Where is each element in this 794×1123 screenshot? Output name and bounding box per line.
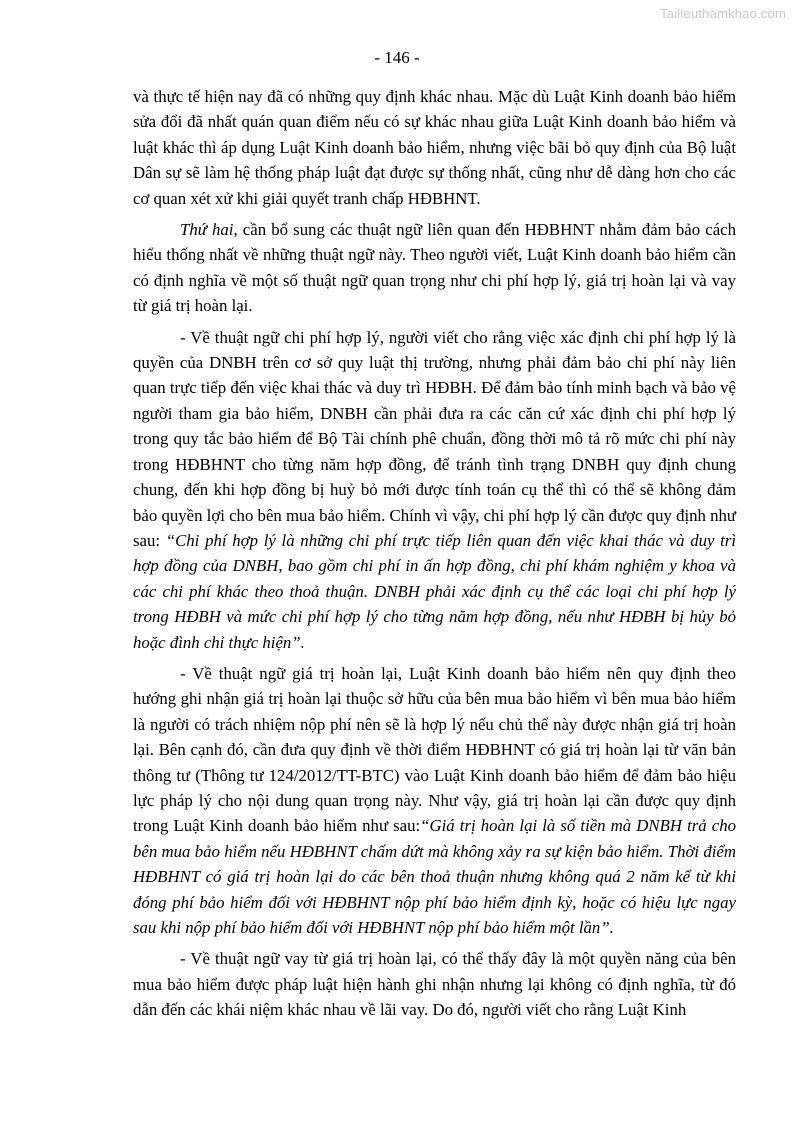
paragraph-gia-tri-hoan-lai <box>133 661 736 940</box>
paragraph-text: và thực tế hiện nay đã có những quy định khác nhau. Mặc dù Luật Kinh doanh bảo hiểm sửa đổi đã nhất quán quan điểm nếu có sự khác nhau giữa Luật Kinh doanh bảo hiểm và luật khác thì áp dụng Luật Kinh doanh bảo hiểm, nhưng việc bãi bỏ quy định của Bộ luật Dân sự sẽ làm hệ thống pháp luật đạt được sự thống nhất, cũng như dễ dàng hơn cho các cơ quan xét xử khi giải quyết tranh chấp HĐBHNT. <box>133 87 736 208</box>
paragraph-text: , cần bổ sung các thuật ngữ liên quan đến HĐBHNT nhằm đảm bảo cách hiểu thống nhất về những thuật ngữ này. Theo người viết, Luật Kinh doanh bảo hiểm cần có định nghĩa về một số thuật ngữ quan trọng như chi phí hợp lý, giá trị hoàn lại và vay từ giá trị hoàn lại. <box>133 220 736 316</box>
paragraph-text: - Về thuật ngữ vay từ giá trị hoàn lại, có thể thấy đây là một quyền năng của bên mua bảo hiểm được pháp luật hiện hành ghi nhận nhưng lại không có định nghĩa, từ đó dẫn đến các khái niệm khác nhau về lãi vay. Do đó, người viết cho rằng Luật Kinh <box>133 949 736 1020</box>
page-number: - 146 - <box>374 48 420 67</box>
paragraph-continuation <box>133 84 736 211</box>
document-body <box>133 84 736 1029</box>
paragraph-vay-tu-gia-tri-hoan-lai <box>133 946 736 1022</box>
italic-lead: Thứ hai <box>180 220 234 240</box>
italic-quote: “Giá trị hoàn lại là số tiền mà DNBH trả cho bên mua bảo hiểm nếu HĐBHNT chấm dứt mà không xảy ra sự kiện bảo hiểm. Thời điểm HĐBHNT có giá trị hoàn lại do các bên thoả thuận nhưng không quá 2 năm kể từ khi đóng phí bảo hiểm đối với HĐBHNT nộp phí bảo hiểm định kỳ, hoặc có hiệu lực ngay sau khi nộp phí bảo hiểm đối với HĐBHNT nộp phí bảo hiểm một lần”. <box>133 816 736 937</box>
paragraph-text: - Về thuật ngữ giá trị hoàn lại, Luật Kinh doanh bảo hiểm nên quy định theo hướng ghi nhận giá trị hoàn lại thuộc sở hữu của bên mua bảo hiểm vì bên mua bảo hiểm là người có trách nhiệm nộp phí nên sẽ là hợp lý nếu chủ thể này được nhận giá trị hoàn lại. Bên cạnh đó, cần đưa quy định về thời điểm HĐBHNT có giá trị hoàn lại từ văn bản thông tư (Thông tư 124/2012/TT-BTC) vào Luật Kinh doanh bảo hiểm để đảm bảo hiệu lực pháp lý cho nội dung quan trọng này. Như vậy, giá trị hoàn lại cần được quy định trong Luật Kinh doanh bảo hiểm như sau: <box>133 663 736 836</box>
italic-quote: “Chi phí hợp lý là những chi phí trực tiếp liên quan đến việc khai thác và duy trì hợp đồng của DNBH, bao gồm chi phí in ấn hợp đồng, chi phí khám nghiệm y khoa và các chi phí khác theo thoả thuận. DNBH phải xác định cụ thể các loại chi phí hợp lý trong HĐBH và mức chi phí hợp lý cho từng năm hợp đồng, nếu như HĐBH bị hủy bỏ hoặc đình chỉ thực hiện”. <box>133 530 736 652</box>
paragraph-chi-phi-hop-ly <box>133 325 736 655</box>
paragraph-thu-hai <box>133 217 736 319</box>
watermark: Tailieuthamkhao.com <box>660 6 786 21</box>
paragraph-text: - Về thuật ngữ chi phí hợp lý, người viết cho rằng việc xác định chi phí hợp lý là quyền của DNBH trên cơ sở quy luật thị trường, nhưng phải đảm bảo chi phí này liên quan trực tiếp đến việc khai thác và duy trì HĐBH. Để đảm bảo tính minh bạch và bảo vệ người tham gia bảo hiểm, DNBH cần phải đưa ra các căn cứ xác định chi phí hợp lý trong quy tắc bảo hiểm để Bộ Tài chính phê chuẩn, đồng thời mô tả rõ mức chi phí này trong HĐBHNT cho từng năm hợp đồng, để tránh tình trạng DNBH quy định chung chung, đến khi hợp đồng bị huỷ bỏ mới được tính toán cụ thể thì có thể sẽ không đảm bảo quyền lợi cho bên mua bảo hiểm. Chính vì vậy, chi phí hợp lý cần được quy định như sau: <box>133 327 736 550</box>
